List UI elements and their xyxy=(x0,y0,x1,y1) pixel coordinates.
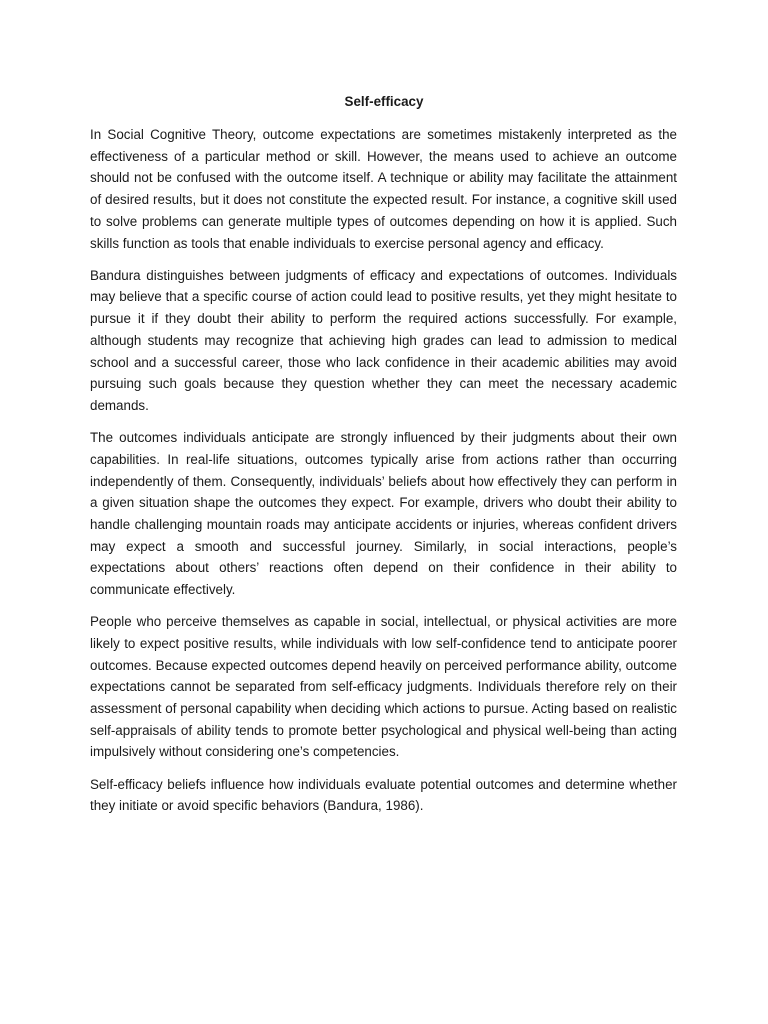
paragraph-4: People who perceive themselves as capable in social, intellectual, or physical activities are more likely to expect positive results, while individuals with low self-confidence tend to anticipate poorer outcomes. Because expected outcomes depend heavily on perceived performance ability, outcome expectations cannot be separated from self-efficacy judgments. Individuals therefore rely on their assessment of personal capability when deciding which actions to pursue. Acting based on realistic self-appraisals of ability tends to promote better psychological and physical well-being than acting impulsively without considering one’s competencies. xyxy=(90,614,677,760)
paragraph-2: Bandura distinguishes between judgments of efficacy and expectations of outcomes. Individuals may believe that a specific course of action could lead to positive results, yet they might hesitate to pursue it if they doubt their ability to perform the required actions successfully. For example, although students may recognize that achieving high grades can lead to admission to medical school and a successful career, those who lack confidence in their academic abilities may avoid pursuing such goals because they question whether they can meet the necessary academic demands. xyxy=(90,267,677,413)
document-title: Self-efficacy xyxy=(344,94,424,109)
paragraph-5: Self-efficacy beliefs influence how individuals evaluate potential outcomes and determine whether they initiate or avoid specific behaviors (Bandura, 1986). xyxy=(90,776,677,814)
paragraph-1: In Social Cognitive Theory, outcome expectations are sometimes mistakenly interpreted as the effectiveness of a particular method or skill. However, the means used to achieve an outcome should not be confused with the outcome itself. A technique or ability may facilitate the attainment of desired results, but it does not constitute the expected result. For instance, a cognitive skill used to solve problems can generate multiple types of outcomes depending on how it is applied. Such skills function as tools that enable individuals to exercise personal agency and efficacy. xyxy=(90,127,677,251)
paragraph-3: The outcomes individuals anticipate are strongly influenced by their judgments about their own capabilities. In real-life situations, outcomes typically arise from actions rather than occurring independently of them. Consequently, individuals’ beliefs about how effectively they can perform in a given situation shape the outcomes they expect. For example, drivers who doubt their ability to handle challenging mountain roads may anticipate accidents or injuries, whereas confident drivers may expect a smooth and successful journey. Similarly, in social interactions, people’s expectations about others’ reactions often depend on their confidence in their ability to communicate effectively. xyxy=(90,430,677,598)
document-body xyxy=(90,124,677,828)
